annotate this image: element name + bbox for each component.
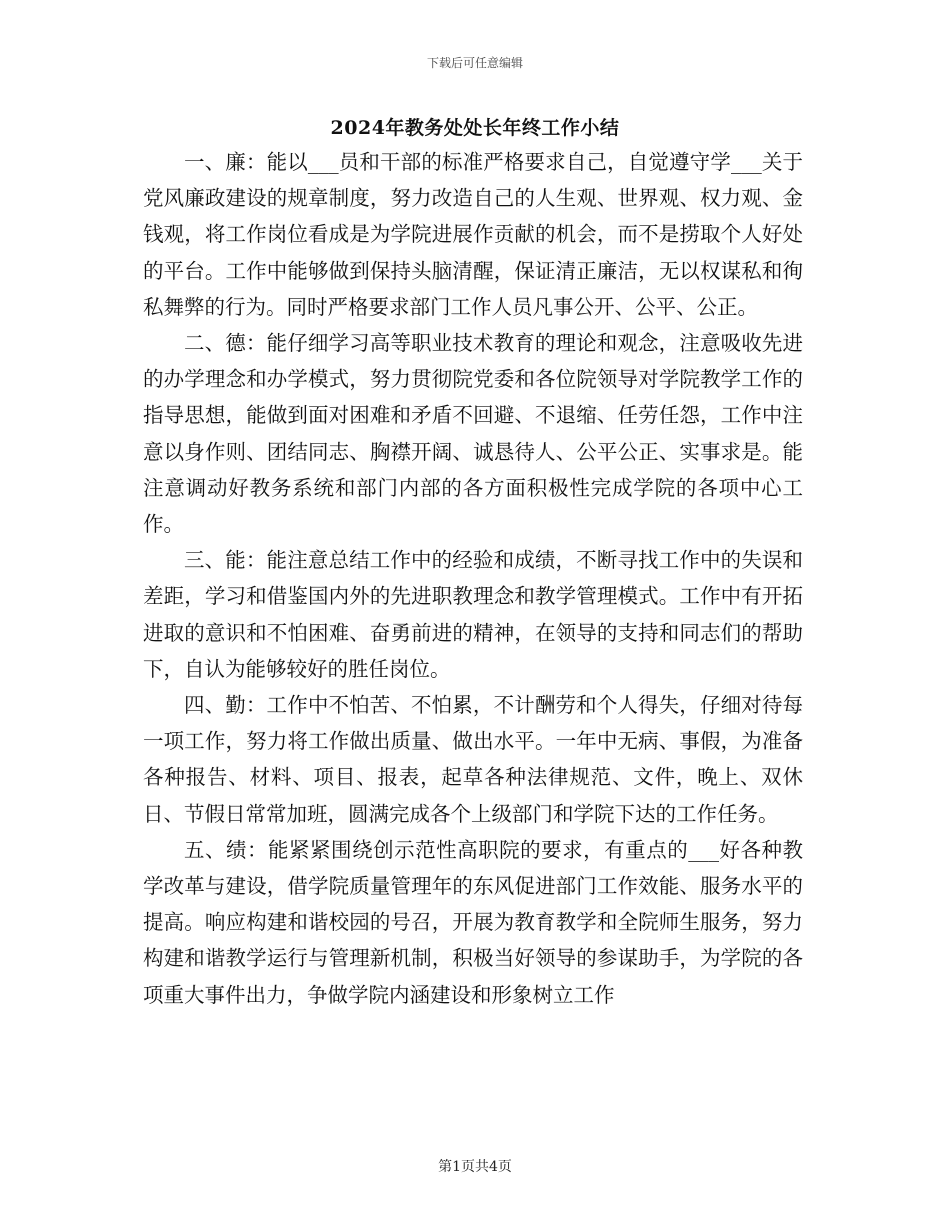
paragraph-ability: 三、能：能注意总结工作中的经验和成绩，不断寻找工作中的失误和差距，学习和借鉴国内外的先进职教理念和教学管理模式。工作中有开拓进取的意识和不怕困难、奋勇前进的精神，在领导的支持和同志们的帮助下，自认为能够较好的胜任岗位。 [143, 548, 803, 681]
document-title: 2024年教务处处长年终工作小结 [330, 117, 620, 139]
paragraph-diligence: 四、勤：工作中不怕苦、不怕累，不计酬劳和个人得失，仔细对待每一项工作，努力将工作做出质量、做出水平。一年中无病、事假，为准备各种报告、材料、项目、报表，起草各种法律规范、文件，晚上、双休日、节假日常常加班，圆满完成各个上级部门和学院下达的工作任务。 [143, 693, 803, 826]
paragraph-morality: 二、德：能仔细学习高等职业技术教育的理论和观念，注意吸收先进的办学理念和办学模式，努力贯彻院党委和各位院领导对学院教学工作的指导思想，能做到面对困难和矛盾不回避、不退缩、任劳任怨，工作中注意以身作则、团结同志、胸襟开阔、诚恳待人、公平公正、实事求是。能注意调动好教务系统和部门内部的各方面积极性完成学院的各项中心工作。 [143, 331, 803, 537]
document-body [143, 144, 803, 1013]
page-header-note: 下载后可任意编辑 [426, 56, 523, 70]
paragraph-achievement: 五、绩：能紧紧围绕创示范性高职院的要求，有重点的___好各种教学改革与建设，借学院质量管理年的东风促进部门工作效能、服务水平的提高。响应构建和谐校园的号召，开展为教育教学和全院师生服务，努力构建和谐教学运行与管理新机制，积极当好领导的参谋助手，为学院的各项重大事件出力，争做学院内涵建设和形象树立工作 [143, 837, 803, 1007]
page-number-footer: 第1页共4页 [438, 1159, 512, 1175]
paragraph-integrity: 一、廉：能以___员和干部的标准严格要求自己，自觉遵守学___关于党风廉政建设的规章制度，努力改造自己的人生观、世界观、权力观、金钱观，将工作岗位看成是为学院进展作贡献的机会，而不是捞取个人好处的平台。工作中能够做到保持头脑清醒，保证清正廉洁，无以权谋私和徇私舞弊的行为。同时严格要求部门工作人员凡事公开、公平、公正。 [143, 150, 803, 319]
